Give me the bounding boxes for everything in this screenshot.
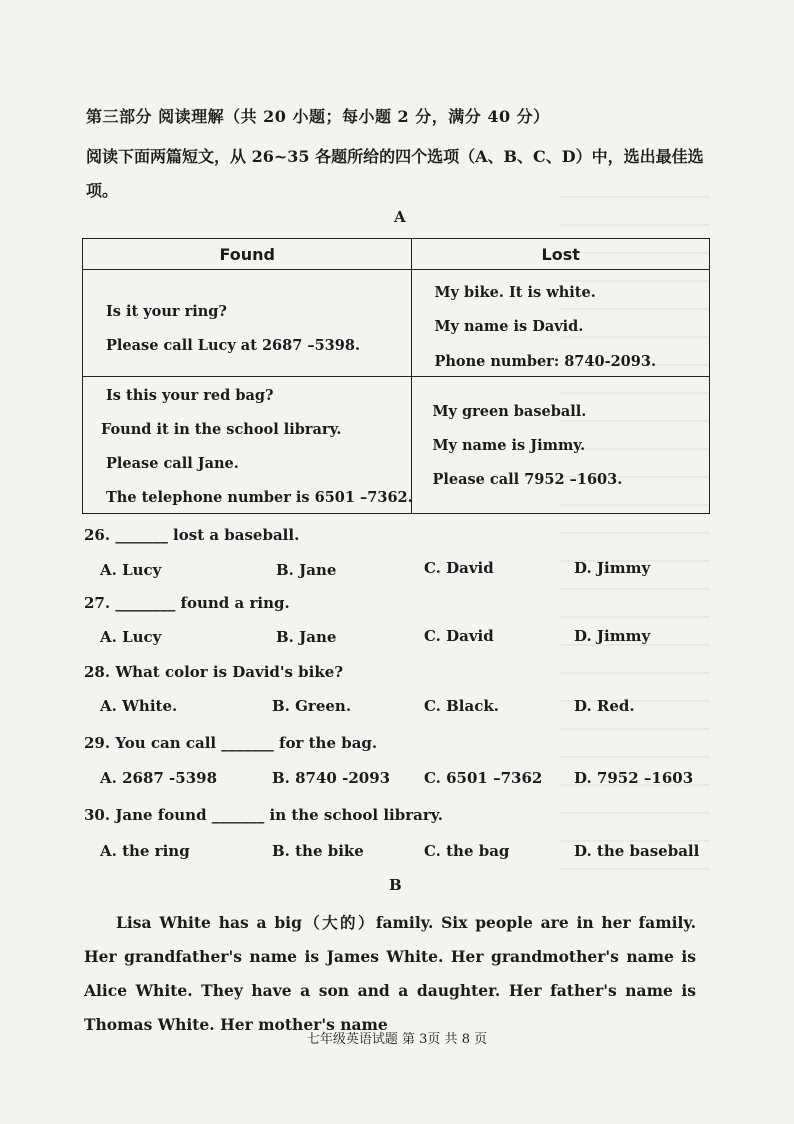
instructions: 阅读下面两篇短文，从 26~35 各题所给的四个选项（A、B、C、D）中，选出最佳选项。	[86, 147, 704, 200]
passage-b-text: Lisa White has a big（大的）family. Six people are in her family. Her grandfather's name is James White. Her grandmother's name is Alice White. They have a son and a daughter. Her father's name is Thomas White. Her mother's name	[84, 913, 696, 1034]
question-26: 26. _______ lost a baseball.	[84, 526, 300, 544]
lost-line: Please call 7952 –1603.	[432, 471, 623, 488]
found-line: The telephone number is 6501 –7362.	[106, 489, 413, 506]
question-28: 28. What color is David's bike?	[84, 663, 344, 681]
question-30: 30. Jane found _______ in the school library.	[84, 806, 443, 824]
found-line: Is this your red bag?	[106, 387, 274, 404]
lost-found-table	[82, 238, 710, 514]
question-29-option-a: A. 2687 -5398	[100, 769, 218, 787]
question-29-option-b: B. 8740 -2093	[272, 769, 391, 787]
question-27-option-b: B. Jane	[276, 628, 337, 646]
lost-line: My name is Jimmy.	[432, 437, 586, 454]
question-27-option-c: C. David	[424, 627, 494, 645]
question-29: 29. You can call _______ for the bag.	[84, 734, 378, 752]
question-28-option-a: A. White.	[100, 697, 178, 715]
question-26-option-a: A. Lucy	[100, 561, 162, 579]
found-line: Found it in the school library.	[101, 421, 342, 438]
page-footer: 七年级英语试题 第 3页 共 8 页	[306, 1032, 488, 1047]
question-30-option-b: B. the bike	[272, 842, 364, 860]
question-26-option-c: C. David	[424, 559, 494, 577]
found-cell-2	[83, 377, 412, 514]
lost-cell-2	[412, 377, 710, 514]
section-heading: 第三部分 阅读理解（共 20 小题；每小题 2 分，满分 40 分）	[86, 107, 550, 126]
table-header-lost: Lost	[412, 239, 710, 270]
passage-a-label: A	[394, 208, 406, 226]
question-30-option-c: C. the bag	[424, 842, 510, 860]
question-27-option-d: D. Jimmy	[574, 627, 651, 645]
lost-line: Phone number: 8740-2093.	[434, 353, 656, 370]
question-28-option-d: D. Red.	[574, 697, 635, 715]
question-30-option-a: A. the ring	[100, 842, 190, 860]
question-28-option-b: B. Green.	[272, 697, 352, 715]
found-line: Please call Lucy at 2687 –5398.	[106, 337, 360, 354]
question-27-option-a: A. Lucy	[100, 628, 162, 646]
question-28-option-c: C. Black.	[424, 697, 499, 715]
lost-line: My bike. It is white.	[434, 284, 596, 301]
question-26-option-d: D. Jimmy	[574, 559, 651, 577]
lost-cell-1	[412, 270, 710, 377]
question-27: 27. ________ found a ring.	[84, 594, 290, 612]
question-30-option-d: D. the baseball	[574, 842, 700, 860]
found-cell-1	[83, 270, 412, 377]
question-26-option-b: B. Jane	[276, 561, 337, 579]
lost-line: My green baseball.	[432, 403, 587, 420]
found-line: Please call Jane.	[106, 455, 239, 472]
question-29-option-d: D. 7952 –1603	[574, 769, 694, 787]
lost-line: My name is David.	[434, 318, 584, 335]
question-29-option-c: C. 6501 –7362	[424, 769, 543, 787]
table-header-found: Found	[83, 239, 412, 270]
found-line: Is it your ring?	[106, 303, 227, 320]
passage-b-label: B	[389, 876, 402, 894]
